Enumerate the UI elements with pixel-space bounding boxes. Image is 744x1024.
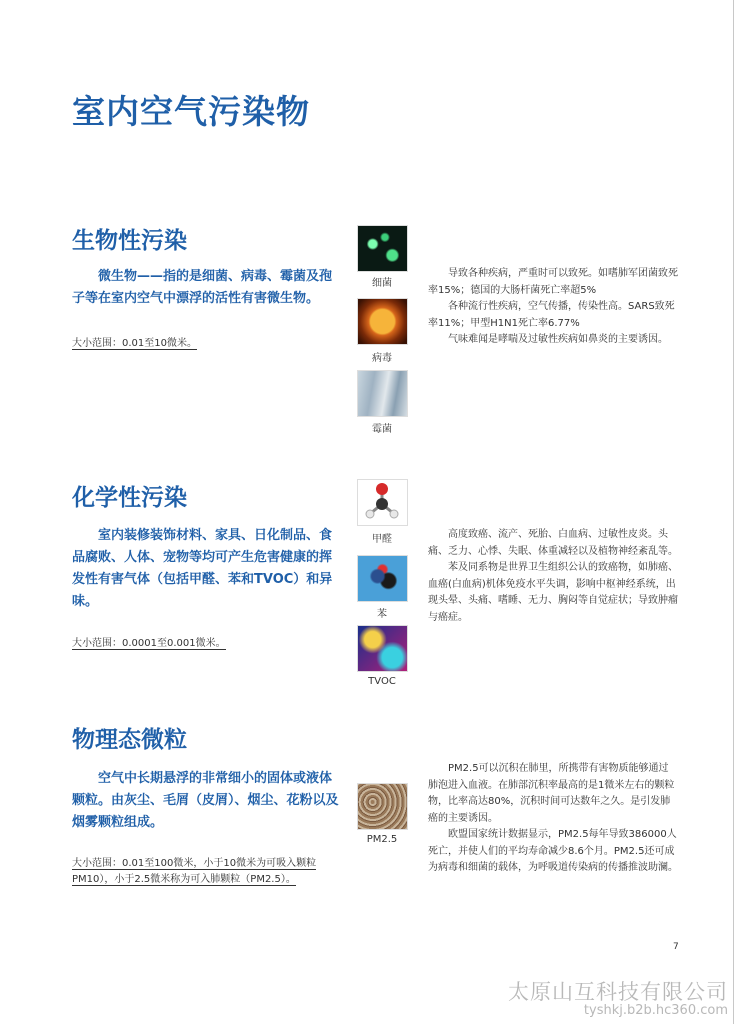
page-edge-line [733,0,734,1024]
section-body-physical [428,761,678,877]
body-paragraph: 欧盟国家统计数据显示，PM2.5每年导致386000人死亡，并使人们的平均寿命减少8.6个月。PM2.5还可成为病毒和细菌的载体，为呼吸道传染病的传播推波助澜。 [428,829,678,873]
tvoc-image [357,625,408,672]
section-title-physical: 物理态微粒 [72,727,187,753]
formaldehyde-molecule-svg [358,480,407,525]
caption-benzene: 苯 [377,609,387,620]
section-description-chemical: 室内装修装饰材料、家具、日化制品、食品腐败、人体、宠物等均可产生危害健康的挥发性有害气体（包括甲醛、苯和TVOC）和异味。 [72,528,333,609]
section-description-physical: 空气中长期悬浮的非常细小的固体或液体颗粒。由灰尘、毛屑（皮屑）、烟尘、花粉以及烟雾颗粒组成。 [72,771,339,830]
body-paragraph: 导致各种疾病，严重时可以致死。如嗜肺军团菌致死率15%；德国的大肠杆菌死亡率超5% [428,268,678,296]
watermark-company: 太原山互科技有限公司 [508,980,728,1004]
size-range-biological: 大小范围：0.01至10微米。 [72,338,197,349]
body-paragraph: 高度致癌、流产、死胎、白血病、过敏性皮炎。头痛、乏力、心悸、失眠、体重减轻以及植物神经紊乱等。 [428,529,678,557]
section-title-biological: 生物性污染 [72,228,187,254]
caption-tvoc: TVOC [368,676,396,687]
size-range-physical: 大小范围：0.01至100微米，小于10微米为可吸入颗粒PM10），小于2.5微米称为可入肺颗粒（PM2.5）。 [72,858,317,885]
body-paragraph: 各种流行性疾病，空气传播，传染性高。SARS致死率11%；甲型H1N1死亡率6.77% [428,301,675,329]
caption-mold: 霉菌 [372,424,392,435]
caption-virus: 病毒 [372,353,392,364]
caption-formaldehyde: 甲醛 [372,534,392,545]
body-paragraph: PM2.5可以沉积在肺里，所携带有害物质能够通过肺泡进入血液。在肺部沉积率最高的是1微米左右的颗粒物，比率高达80%，沉积时间可达数年之久。是引发肺癌的主要诱因。 [428,763,675,824]
page-number: 7 [673,942,679,952]
watermark-url: tyshkj.b2b.hc360.com [583,1003,728,1018]
body-paragraph: 苯及同系物是世界卫生组织公认的致癌物，如肺癌、血癌(白血病)机体免疫水平失调，影响中枢神经系统，出现头晕、头痛、嗜睡、无力、胸闷等自觉症状；导致肿瘤与癌症。 [428,562,678,623]
pm25-particles-image [357,783,408,830]
section-body-chemical [428,527,678,626]
caption-pm25: PM2.5 [366,834,398,845]
caption-bacteria: 细菌 [372,278,392,289]
benzene-molecule-image [357,555,408,602]
section-description-biological: 微生物——指的是细菌、病毒、霉菌及孢子等在室内空气中漂浮的活性有害微生物。 [72,269,333,306]
body-paragraph: 气味难闻是哮喘及过敏性疾病如鼻炎的主要诱因。 [448,334,668,345]
page-title: 室内空气污染物 [72,92,310,131]
section-title-chemical: 化学性污染 [72,485,187,511]
size-range-chemical: 大小范围：0.0001至0.001微米。 [72,638,226,649]
virus-image [357,298,408,345]
section-body-biological [428,266,678,349]
mold-image [357,370,408,417]
formaldehyde-molecule-image [357,479,408,526]
bacteria-image [357,225,408,272]
